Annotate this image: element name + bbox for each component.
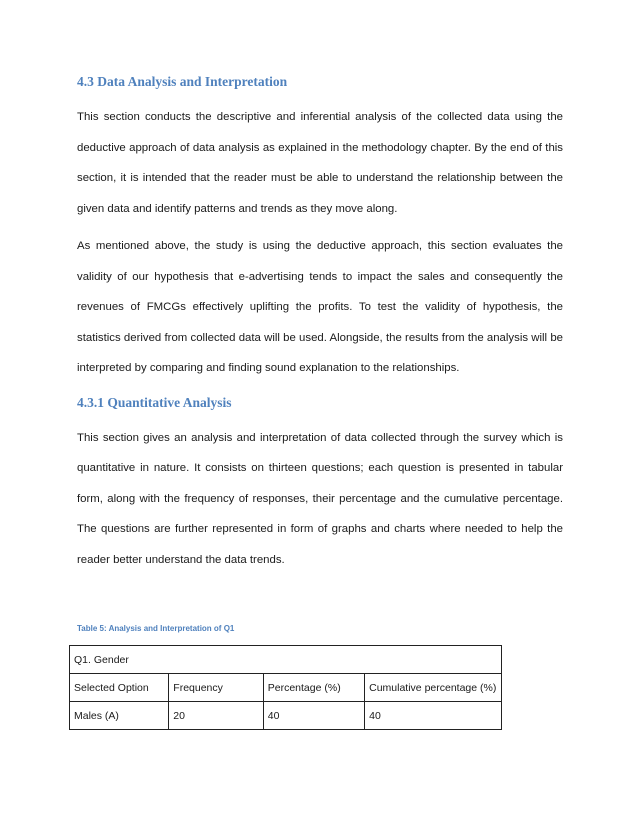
table-caption: Table 5: Analysis and Interpretation of Q1	[77, 624, 235, 633]
cell-cumulative: 40	[365, 702, 502, 730]
header-selected-option: Selected Option	[70, 674, 169, 702]
paragraph-quantitative: This section gives an analysis and interpretation of data collected through the survey which is quantitative in nature. It consists on thirteen questions; each question is presented in tabular form, along with the frequency of responses, their percentage and the cumulative percentage. The questions are further represented in form of graphs and charts where needed to help the reader better understand the data trends.	[77, 431, 563, 566]
header-frequency: Frequency	[169, 674, 263, 702]
cell-frequency: 20	[169, 702, 263, 730]
table-title: Q1. Gender	[70, 646, 502, 674]
gender-table	[69, 645, 502, 730]
table-title-row	[70, 646, 502, 674]
table-row	[70, 702, 502, 730]
paragraph-intro: This section conducts the descriptive and inferential analysis of the collected data using the deductive approach of data analysis as explained in the methodology chapter. By the end of this section, it is intended that the reader must be able to understand the relationship between the given data and identify patterns and trends as they move along.	[77, 111, 563, 215]
document-page	[77, 60, 563, 635]
section-heading: 4.3 Data Analysis and Interpretation	[77, 74, 288, 89]
paragraph-hypothesis: As mentioned above, the study is using the deductive approach, this section evaluates the validity of our hypothesis that e-advertising tends to impact the sales and consequently the revenues of FMCGs effectively uplifting the profits. To test the validity of hypothesis, the statistics derived from collected data will be used. Alongside, the results from the analysis will be interpreted by comparing and finding sound explanation to the relationships.	[77, 240, 563, 374]
cell-option: Males (A)	[70, 702, 169, 730]
header-cumulative-percentage: Cumulative percentage (%)	[365, 674, 502, 702]
table-header-row	[70, 674, 502, 702]
cell-percentage: 40	[263, 702, 364, 730]
header-percentage: Percentage (%)	[263, 674, 364, 702]
subsection-heading: 4.3.1 Quantitative Analysis	[77, 394, 232, 410]
